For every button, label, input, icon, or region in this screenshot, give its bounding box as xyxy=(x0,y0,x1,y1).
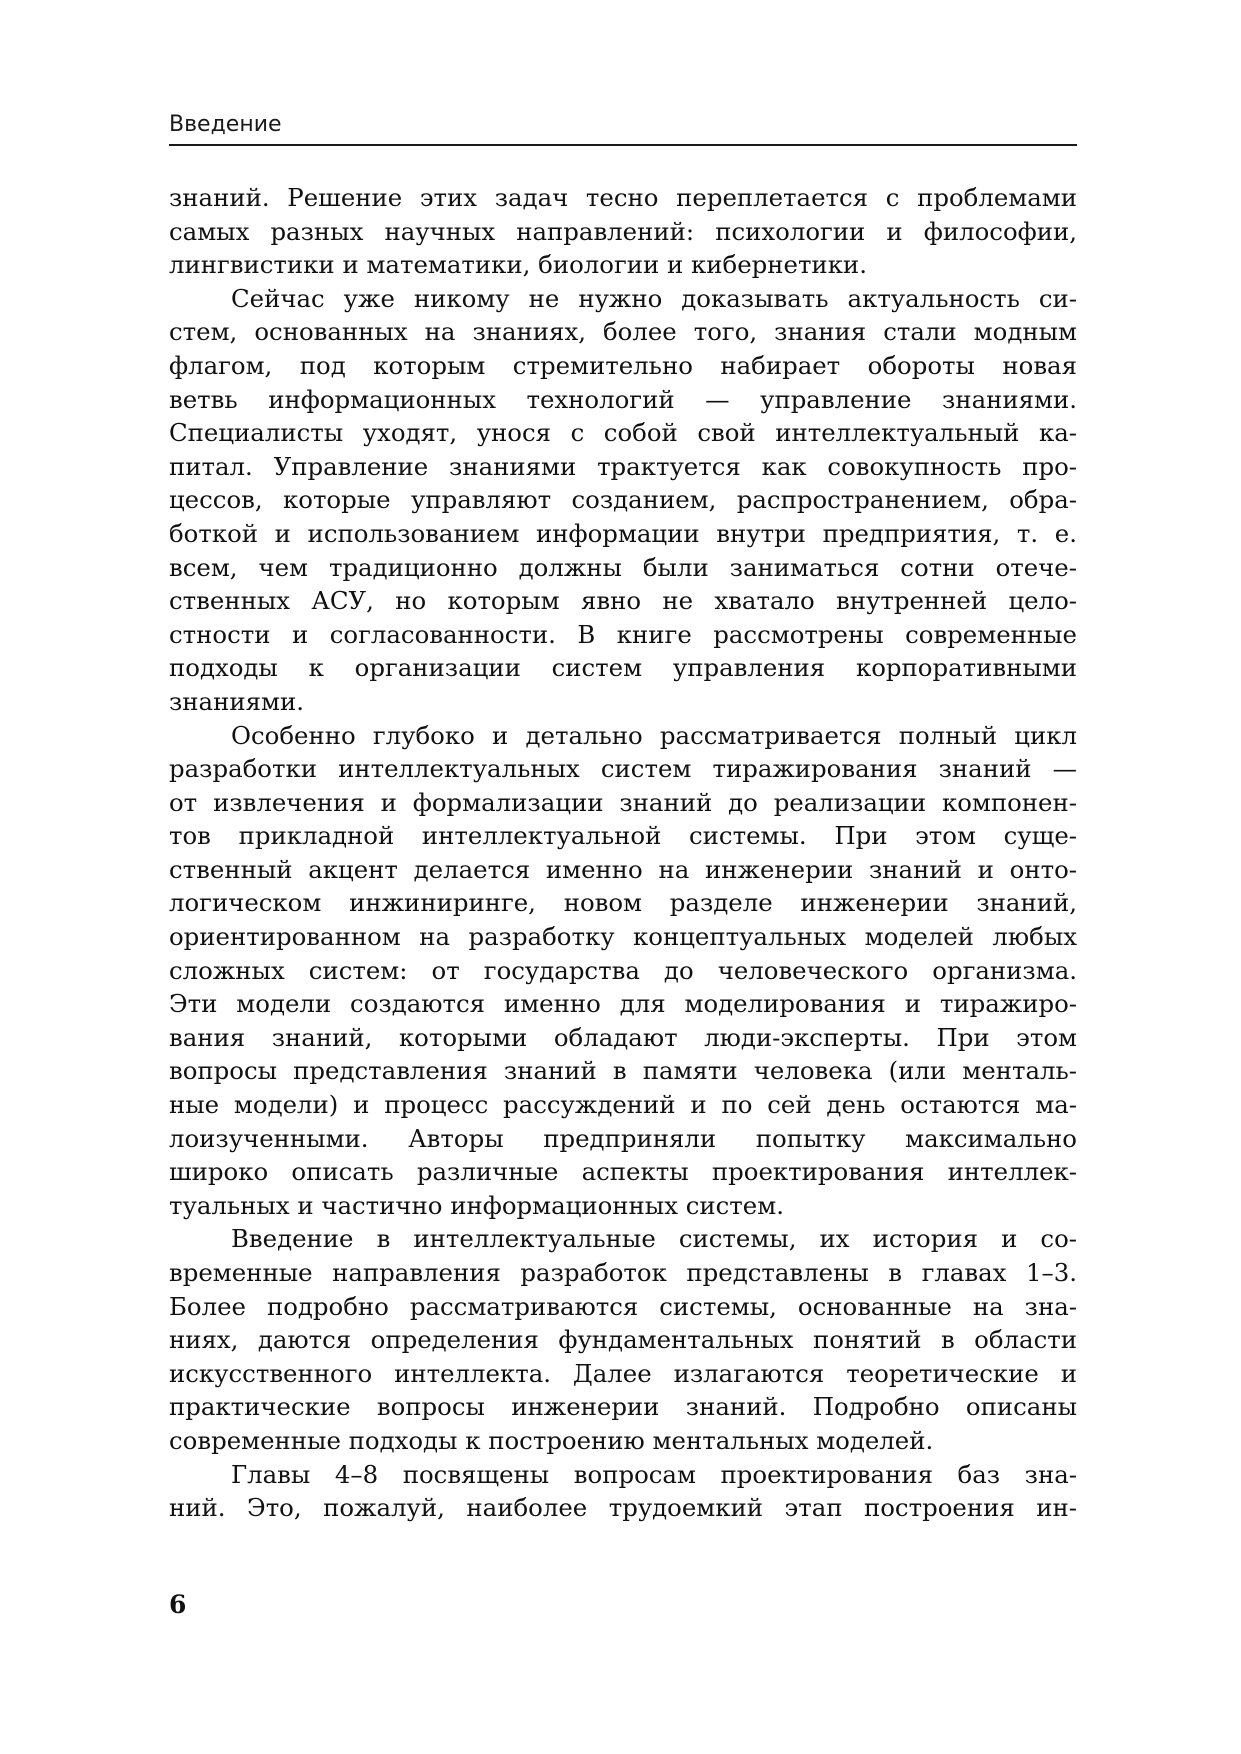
running-head-rule xyxy=(169,144,1077,146)
text-line: современные подходы к построению ментальных моделей. xyxy=(169,1425,934,1455)
text-line: широко описать различные аспекты проектирования интеллек- xyxy=(169,1157,1077,1187)
text-line: Введение в интеллектуальные системы, их история и со- xyxy=(231,1224,1077,1254)
text-line: боткой и использованием информации внутри предприятия, т. е. xyxy=(169,518,1077,548)
text-line: логическом инжиниринге, новом разделе инженерии знаний, xyxy=(169,888,1077,918)
page-number: 6 xyxy=(169,1590,187,1619)
text-line: Эти модели создаются именно для моделирования и тиражиро- xyxy=(169,989,1077,1019)
text-line: самых разных научных направлений: психологии и философии, xyxy=(169,216,1077,246)
body-text xyxy=(169,181,1077,1525)
text-line: Сейчас уже никому не нужно доказывать актуальность си- xyxy=(231,283,1077,313)
text-line: ственных АСУ, но которым явно не хватало внутренней цело- xyxy=(169,586,1077,616)
text-line: стем, основанных на знаниях, более того, знания стали модным xyxy=(169,317,1077,347)
text-line: лингвистики и математики, биологии и кибернетики. xyxy=(169,250,867,280)
text-line: ориентированном на разработку концептуальных моделей любых xyxy=(169,922,1077,952)
text-line: тов прикладной интеллектуальной системы. При этом суще- xyxy=(169,821,1077,851)
text-line: практические вопросы инженерии знаний. Подробно описаны xyxy=(169,1392,1077,1422)
text-line: туальных и частично информационных систем. xyxy=(169,1190,784,1220)
text-line: Специалисты уходят, унося с собой свой интеллектуальный ка- xyxy=(169,418,1077,448)
text-line: от извлечения и формализации знаний до реализации компонен- xyxy=(169,787,1077,817)
text-line: знаниями. xyxy=(169,686,304,716)
text-line: лоизученными. Авторы предприняли попытку максимально xyxy=(169,1123,1077,1153)
running-head xyxy=(169,112,1077,146)
text-line: искусственного интеллекта. Далее излагаются теоретические и xyxy=(169,1358,1077,1388)
text-line: всем, чем традиционно должны были заниматься сотни отече- xyxy=(169,552,1077,582)
text-line: ветвь информационных технологий — управление знаниями. xyxy=(169,384,1077,414)
text-line: питал. Управление знаниями трактуется как совокупность про- xyxy=(169,451,1077,481)
text-line: цессов, которые управляют созданием, распространением, обра- xyxy=(169,485,1077,515)
text-line: вания знаний, которыми обладают люди-эксперты. При этом xyxy=(169,1022,1077,1052)
text-line: ственный акцент делается именно на инженерии знаний и онто- xyxy=(169,854,1077,884)
text-line: временные направления разработок представлены в главах 1–3. xyxy=(169,1258,1077,1287)
text-line: Более подробно рассматриваются системы, основанные на зна- xyxy=(169,1291,1077,1321)
running-head-title: Введение xyxy=(169,112,282,137)
text-line: подходы к организации систем управления корпоративными xyxy=(169,653,1077,683)
text-line: флагом, под которым стремительно набирает обороты новая xyxy=(169,350,1077,380)
text-line: сложных систем: от государства до человеческого организма. xyxy=(169,955,1077,985)
text-line: ниях, даются определения фундаментальных понятий в области xyxy=(169,1325,1077,1355)
text-line: стности и согласованности. В книге рассмотрены современные xyxy=(169,619,1077,649)
text-line: знаний. Решение этих задач тесно переплетается с проблемами xyxy=(169,183,1077,212)
text-line: вопросы представления знаний в памяти человека (или менталь- xyxy=(169,1056,1077,1086)
text-line: разработки интеллектуальных систем тиражирования знаний — xyxy=(169,754,1077,784)
text-line: ний. Это, пожалуй, наиболее трудоемкий этап построения ин- xyxy=(169,1493,1077,1523)
text-line: ные модели) и процесс рассуждений и по сей день остаются ма- xyxy=(169,1090,1077,1120)
text-line: Особенно глубоко и детально рассматривается полный цикл xyxy=(231,720,1077,750)
text-line: Главы 4–8 посвящены вопросам проектирования баз зна- xyxy=(231,1459,1077,1489)
